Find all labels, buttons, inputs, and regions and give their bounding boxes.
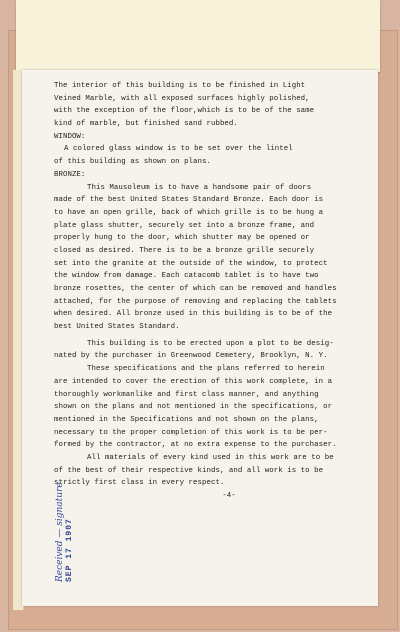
text-line: with the exception of the floor,which is to be of the same <box>54 107 315 116</box>
text-line: are intended to cover the erection of this work complete, in a <box>54 377 333 386</box>
text-line: This Mausoleum is to have a handsome pair of doors <box>87 183 312 192</box>
text-line: of this building as shown on plans. <box>54 158 211 167</box>
text-line: made of the best United States Standard Bronze. Each door is <box>54 196 324 205</box>
text-line: thoroughly workmanlike and first class manner, and anything <box>54 390 319 399</box>
text-line: These specifications and the plans referred to herein <box>87 365 325 374</box>
text-line: Veined Marble, with all exposed surfaces highly polished, <box>54 94 310 103</box>
text-line: properly hung to the door, which shutter may be opened or <box>54 234 310 243</box>
text-line: of the best of their respective kinds, and all work is to be <box>54 466 324 475</box>
bleed-through-text <box>64 6 372 13</box>
overlapping-top-sheet <box>16 0 380 72</box>
text-line: A colored glass window is to be set over the lintel <box>64 145 293 154</box>
text-line: closed as desired. There is to be a bronze grille securely <box>54 246 315 255</box>
text-line: bronze rosettes, the center of which can be removed and handles <box>54 285 337 293</box>
bleed-through-text <box>64 26 372 33</box>
text-line: best United States Standard. <box>54 323 180 332</box>
text-line: when desired. All bronze used in this building is to be of the <box>54 310 333 319</box>
stamp-date: SEP 17 1907 <box>65 518 74 582</box>
text-line: WINDOW: <box>54 132 86 141</box>
text-line: set into the granite at the outside of the window, to protect <box>54 259 328 268</box>
text-line: strictly first class in every respect. <box>54 479 225 488</box>
text-line: nated by the purchaser in Greenwood Cemetery, Brooklyn, N. Y. <box>54 352 328 361</box>
text-line: This building is to be erected upon a plot to be desig- <box>87 339 334 348</box>
document-body <box>54 80 374 503</box>
text-line: shown on the plans and not mentioned in the specifications, or <box>54 403 333 412</box>
text-line: plate glass shutter, securely set into a bronze frame, and <box>54 221 315 230</box>
text-line: All materials of every kind used in this work are to be <box>87 453 334 462</box>
text-line: attached, for the purpose of removing and replacing the tablets <box>54 297 337 306</box>
text-line: to have an open grille, back of which grille is to be hung a <box>54 208 324 217</box>
text-line: formed by the contractor, at no extra expense to the purchaser. <box>54 441 337 450</box>
text-line: The interior of this building is to be finished in Light <box>54 82 306 90</box>
text-line: mentioned in the Specifications and not shown on the plans, <box>54 415 319 424</box>
text-line: the window from damage. Each catacomb tablet is to have two <box>54 272 319 281</box>
page-number: -4- <box>222 492 236 500</box>
text-line: BRONZE: <box>54 170 86 179</box>
received-stamp <box>56 436 96 582</box>
text-line: kind of marble, but finished sand rubbed. <box>54 120 238 129</box>
text-line: necessary to the proper completion of this work is to be per- <box>54 428 328 437</box>
bleed-through-text <box>64 16 372 23</box>
stamp-signature: Received — signature <box>55 482 65 582</box>
